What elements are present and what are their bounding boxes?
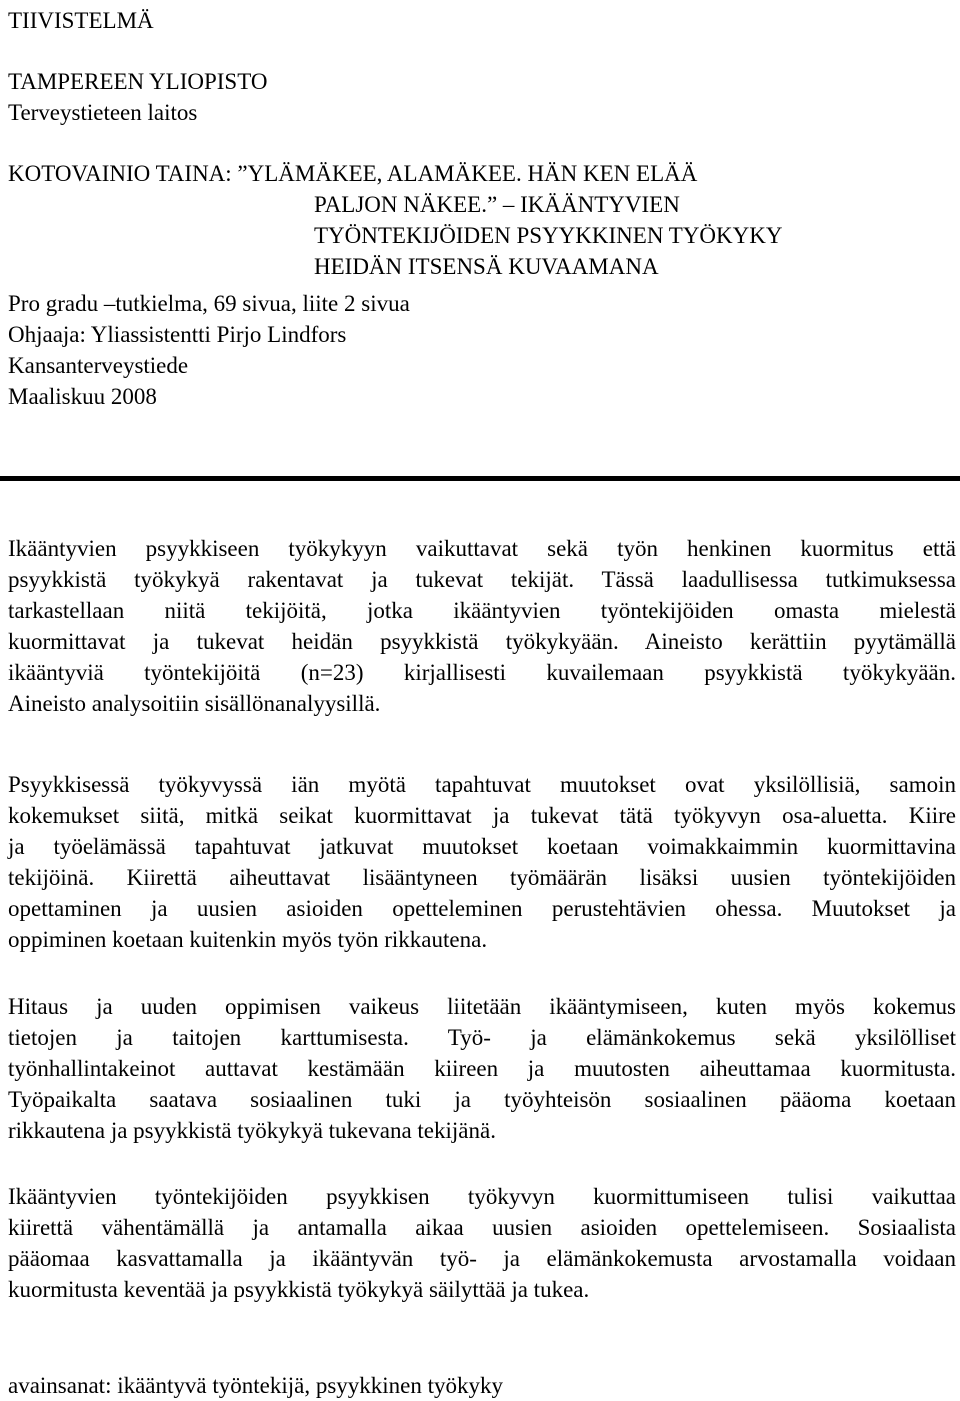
paragraph-line: kokemukset siitä, mitkä seikat kuormittavat ja tukevat tätä työkyvyn osa-aluetta. Kiire [8,803,956,828]
paragraph-line: kuormitusta keventää ja psyykkistä työkykyä säilyttää ja tukea. [8,1277,590,1302]
thesis-title-line: HEIDÄN ITSENSÄ KUVAAMANA [314,254,659,279]
thesis-meta [8,288,410,412]
paragraph-line: ikääntyviä työntekijöitä (n=23) kirjallisesti kuvailemaan psyykkistä työkykyään. [8,660,956,685]
date: Maaliskuu 2008 [8,384,157,409]
abstract-paragraph [8,991,956,1146]
paragraph-line: Aineisto analysoitiin sisällönanalyysillä. [8,691,381,716]
paragraph-line: ja työelämässä tapahtuvat jatkuvat muutokset koetaan voimakkaimmin kuormittavina [8,834,956,859]
paragraph-line: Työpaikalta saatava sosiaalinen tuki ja työyhteisön sosiaalinen pääoma koetaan [8,1087,956,1112]
university-name: TAMPEREEN YLIOPISTO [8,69,268,94]
subject: Kansanterveystiede [8,353,189,378]
supervisor: Ohjaaja: Yliassistentti Pirjo Lindfors [8,322,347,347]
keywords: avainsanat: ikääntyvä työntekijä, psyykkinen työkyky [8,1373,504,1398]
department-name: Terveystieteen laitos [8,100,198,125]
abstract-paragraph [8,533,956,719]
thesis-title [8,158,782,282]
abstract-paragraph [8,1181,956,1305]
paragraph-line: tietojen ja taitojen karttumisesta. Työ- ja elämänkokemus sekä yksilölliset [8,1025,956,1050]
thesis-title-line: PALJON NÄKEE.” – IKÄÄNTYVIEN [314,192,680,217]
paragraph-line: rikkautena ja psyykkistä työkykyä tukevana tekijänä. [8,1118,496,1143]
paragraph-line: Hitaus ja uuden oppimisen vaikeus liitetään ikääntymiseen, kuten myös kokemus [8,994,956,1019]
paragraph-line: opettaminen ja uusien asioiden opetteleminen perustehtävien ohessa. Muutokset ja [8,896,956,921]
paragraph-line: Ikääntyvien psyykkiseen työkykyyn vaikuttavat sekä työn henkinen kuormitus että [8,536,956,561]
abstract-heading: TIIVISTELMÄ [8,8,154,33]
paragraph-line: tarkastellaan niitä tekijöitä, jotka ikääntyvien työntekijöiden omasta mielestä [8,598,956,623]
page-count: Pro gradu –tutkielma, 69 sivua, liite 2 sivua [8,291,410,316]
paragraph-line: pääomaa kasvattamalla ja ikääntyvän työ- ja elämänkokemusta arvostamalla voidaan [8,1246,956,1271]
paragraph-line: tekijöinä. Kiirettä aiheuttavat lisääntyneen työmäärän lisäksi uusien työntekijöiden [8,865,956,890]
abstract-paragraph [8,769,956,955]
thesis-title-line: TYÖNTEKIJÖIDEN PSYYKKINEN TYÖKYKY [314,223,783,248]
paragraph-line: psyykkistä työkykyä rakentavat ja tukevat tekijät. Tässä laadullisessa tutkimuksessa [8,567,956,592]
paragraph-line: työnhallintakeinot auttavat kestämään kiireen ja muutosten aiheuttamaa kuormitusta. [8,1056,956,1081]
paragraph-line: oppiminen koetaan kuitenkin myös työn rikkautena. [8,927,488,952]
divider-rule [0,476,960,481]
paragraph-line: Psyykkisessä työkyvyssä iän myötä tapahtuvat muutokset ovat yksilöllisiä, samoin [8,772,956,797]
paragraph-line: kuormittavat ja tukevat heidän psyykkistä työkykyään. Aineisto kerättiin pyytämällä [8,629,956,654]
paragraph-line: kiirettä vähentämällä ja antamalla aikaa uusien asioiden opettelemiseen. Sosiaalista [8,1215,956,1240]
thesis-title-line: KOTOVAINIO TAINA: ”YLÄMÄKEE, ALAMÄKEE. HÄN KEN ELÄÄ [8,161,698,186]
paragraph-line: Ikääntyvien työntekijöiden psyykkisen työkyvyn kuormittumiseen tulisi vaikuttaa [8,1184,956,1209]
